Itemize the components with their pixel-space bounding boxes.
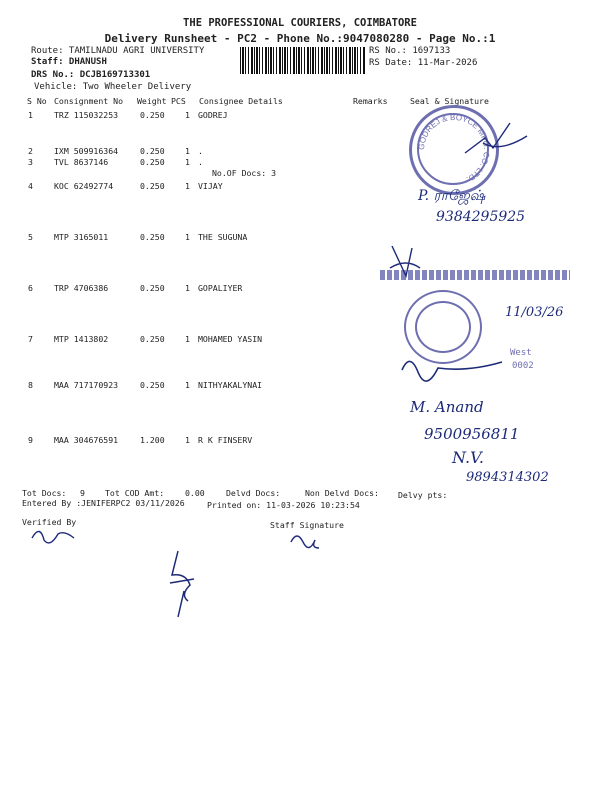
signature-row-1 — [455, 108, 535, 168]
handwritten-initials-9: N.V. — [452, 448, 484, 467]
row-4-weight: 0.250 — [140, 181, 165, 191]
row-5-weight: 0.250 — [140, 232, 165, 242]
verified-by-label: Verified By — [22, 517, 77, 527]
col-pcs: PCS — [171, 96, 186, 106]
barcode — [240, 47, 366, 74]
row-6-sno: 6 — [28, 283, 33, 293]
row-8-consignee: NITHYAKALYNAI — [198, 380, 263, 390]
route-label: Route: TAMILNADU AGRI UNIVERSITY — [31, 46, 205, 56]
handwritten-name-8: M. Anand — [410, 398, 484, 416]
staff-signature-label: Staff Signature — [270, 520, 344, 530]
row-7-cons: MTP 1413802 — [54, 334, 109, 344]
row-4-pcs: 1 — [185, 181, 190, 191]
row-9-sno: 9 — [28, 435, 33, 445]
col-consignee: Consignee Details — [199, 96, 283, 106]
row-1-pcs: 1 — [185, 110, 190, 120]
rs-number: RS No.: 1697133 — [369, 46, 451, 56]
row-1-cons: TRZ 115032253 — [54, 110, 119, 120]
col-consignment: Consignment No — [54, 96, 124, 106]
large-signature — [160, 545, 210, 620]
col-sno: S No — [27, 96, 47, 106]
col-weight: Weight — [137, 96, 167, 106]
row-5-sno: 5 — [28, 232, 33, 242]
row-2-weight: 0.250 — [140, 146, 165, 156]
row-6-cons: TRP 4706386 — [54, 283, 109, 293]
row-6-weight: 0.250 — [140, 283, 165, 293]
row-9-consignee: R K FINSERV — [198, 435, 253, 445]
row-8-weight: 0.250 — [140, 380, 165, 390]
col-remarks: Remarks — [353, 96, 388, 106]
row-3-pcs: 1 — [185, 157, 190, 167]
handwritten-date-7: 11/03/26 — [505, 305, 564, 320]
row-3-sno: 3 — [28, 157, 33, 167]
entered-by: Entered By :JENIFERPC2 03/11/2026 — [22, 498, 185, 508]
row-1-sno: 1 — [28, 110, 33, 120]
row-5-consignee: THE SUGUNA — [198, 232, 248, 242]
tot-cod-label: Tot COD Amt: — [105, 488, 165, 498]
delvy-pts-label: Delvy pts: — [398, 490, 448, 500]
row-2-cons: IXM 509916364 — [54, 146, 119, 156]
row-9-weight: 1.200 — [140, 435, 165, 445]
row-3-cons: TVL 8637146 — [54, 157, 109, 167]
handwritten-phone-8: 9500956811 — [424, 425, 520, 443]
row-8-sno: 8 — [28, 380, 33, 390]
printed-on: Printed on: 11-03-2026 10:23:54 — [207, 500, 360, 510]
drs-number: DRS No.: DCJB169713301 — [31, 70, 151, 80]
runsheet-subtitle: Delivery Runsheet - PC2 - Phone No.:9047080280 - Page No.:1 — [104, 32, 496, 45]
stamp-number-text: 0002 — [512, 361, 534, 371]
row-4-sno: 4 — [28, 181, 33, 191]
company-title: THE PROFESSIONAL COURIERS, COIMBATORE — [183, 17, 417, 29]
col-seal-signature: Seal & Signature — [410, 96, 489, 106]
stamp-west-text: West — [510, 348, 532, 358]
row-9-cons: MAA 304676591 — [54, 435, 119, 445]
row-4-cons: KOC 62492774 — [54, 181, 114, 191]
row-7-pcs: 1 — [185, 334, 190, 344]
staff-label: Staff: DHANUSH — [31, 57, 107, 67]
verified-signature — [28, 520, 78, 550]
row-2-pcs: 1 — [185, 146, 190, 156]
row-8-pcs: 1 — [185, 380, 190, 390]
row-7-weight: 0.250 — [140, 334, 165, 344]
row-3-consignee: . — [198, 157, 203, 167]
tot-docs-label: Tot Docs: — [22, 488, 67, 498]
delvd-docs-label: Delvd Docs: — [226, 488, 281, 498]
no-of-docs: No.OF Docs: 3 — [212, 168, 277, 178]
row-7-consignee: MOHAMED YASIN — [198, 334, 263, 344]
row-1-consignee: GODREJ — [198, 110, 228, 120]
row-1-weight: 0.250 — [140, 110, 165, 120]
tot-cod-value: 0.00 — [185, 488, 205, 498]
handwritten-phone-1: 9384295925 — [436, 209, 526, 225]
non-delvd-docs-label: Non Delvd Docs: — [305, 488, 379, 498]
staff-signature — [285, 526, 325, 554]
row-6-consignee: GOPALIYER — [198, 283, 243, 293]
tot-docs-value: 9 — [80, 488, 85, 498]
row-6-pcs: 1 — [185, 283, 190, 293]
handwritten-phone-9: 9894314302 — [466, 470, 549, 485]
handwritten-name-1: P. ராஜேஷ் — [418, 188, 486, 204]
row-8-cons: MAA 717170923 — [54, 380, 119, 390]
row-9-pcs: 1 — [185, 435, 190, 445]
row-7-sno: 7 — [28, 334, 33, 344]
rs-date: RS Date: 11-Mar-2026 — [369, 58, 478, 68]
seal-arc-text: GODREJ & BOYCE MFG. CO. LTD. — [416, 112, 492, 184]
row-3-weight: 0.250 — [140, 157, 165, 167]
row-2-consignee: . — [198, 146, 203, 156]
row-4-consignee: VIJAY — [198, 181, 223, 191]
signature-row-7 — [398, 348, 508, 384]
vehicle-label: Vehicle: Two Wheeler Delivery — [34, 82, 192, 92]
row-5-cons: MTP 3165011 — [54, 232, 109, 242]
signature-row-5 — [386, 238, 426, 283]
row-5-pcs: 1 — [185, 232, 190, 242]
row-2-sno: 2 — [28, 146, 33, 156]
